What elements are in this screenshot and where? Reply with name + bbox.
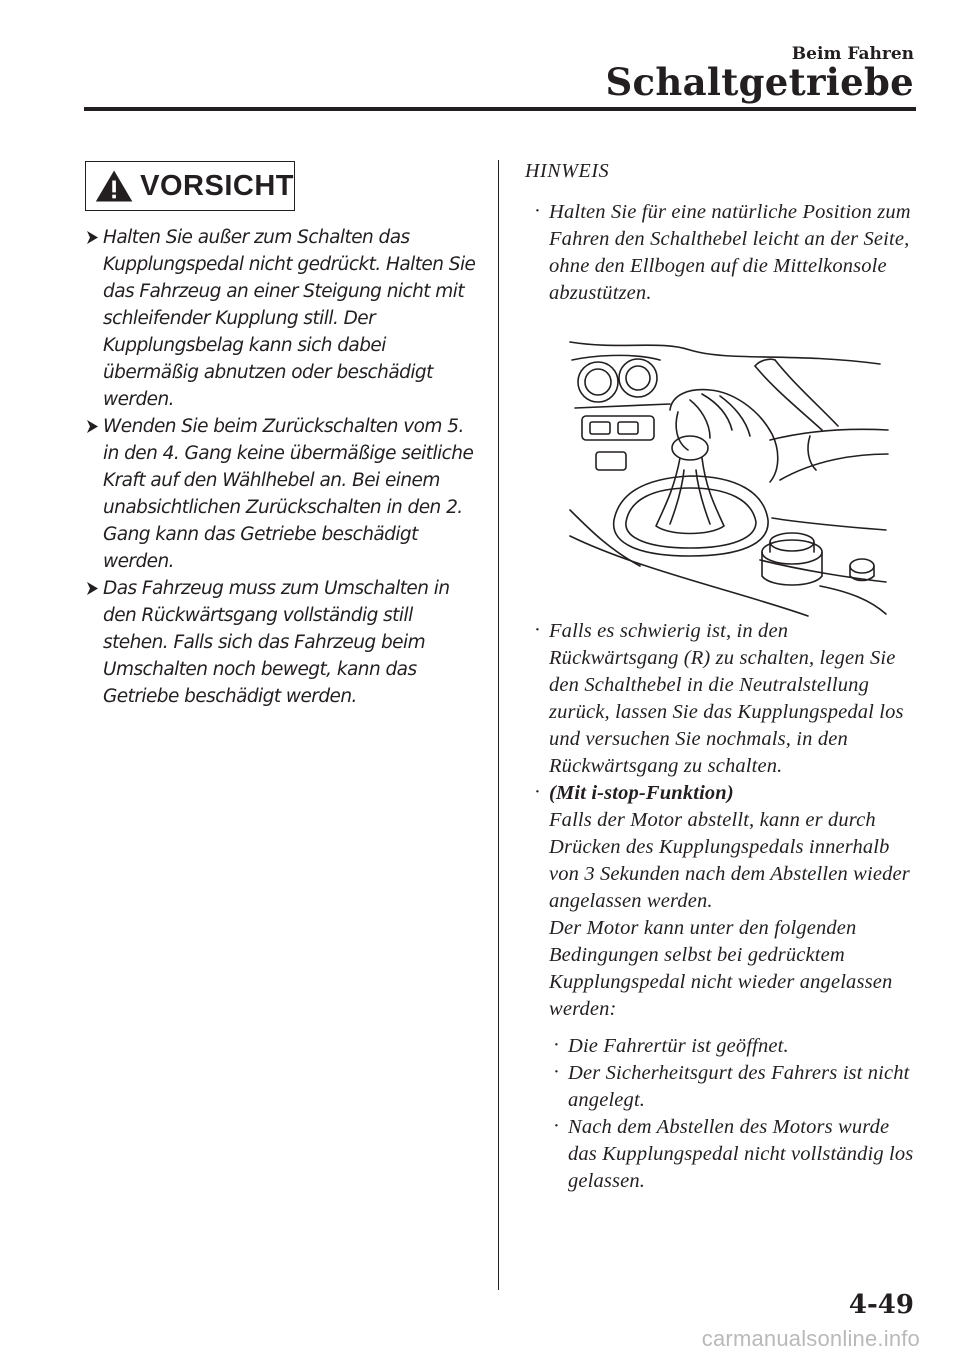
warning-triangle-icon — [94, 166, 134, 206]
caution-list — [86, 224, 476, 710]
page-number: 4-49 — [848, 1290, 914, 1320]
condition-item — [549, 1060, 922, 1114]
note-item-istop — [530, 780, 922, 1195]
caution-item — [86, 413, 476, 575]
istop-text-2: Der Motor kann unter den folgenden Bedingungen selbst bei gedrücktem Kupplungspedal nicht wieder angelassen werden: — [549, 917, 893, 1020]
istop-text: Falls der Motor abstellt, kann er durch Drücken des Kupplungspedals innerhalb von 3 Sekunden nach dem Abstellen wieder angelassen werden. — [549, 809, 910, 912]
note-item-text: Halten Sie für eine natürliche Position zum Fahren den Schalthebel leicht an der Seite, ohne den Ellbogen auf die Mittelkonsole abzustützen. — [549, 201, 911, 304]
caution-banner — [85, 161, 295, 211]
arrow-bullet-icon — [86, 231, 99, 244]
page-title: Schaltgetriebe — [605, 60, 914, 104]
note-list — [530, 618, 922, 1195]
arrow-bullet-icon — [86, 582, 99, 595]
note-item — [530, 618, 922, 780]
caution-item — [86, 224, 476, 413]
watermark: carmanualsonline.info — [701, 1326, 920, 1351]
condition-item — [549, 1033, 922, 1060]
condition-text: Der Sicherheitsgurt des Fahrers ist nicht angelegt. — [568, 1062, 910, 1111]
arrow-bullet-icon — [86, 420, 99, 433]
condition-item — [549, 1114, 922, 1195]
caution-item-text: Wenden Sie beim Zurückschalten vom 5. in den 4. Gang keine übermäßige seitliche Kraft auf den Wählhebel an. Bei einem unabsichtlichen Zurückschalten in den 2. Gang kann das Getriebe beschädigt werden. — [103, 416, 474, 572]
note-item-text: Falls es schwierig ist, in den Rückwärtsgang (R) zu schalten, legen Sie den Schalthebel in die Neutralstellung zurück, lassen Sie das Kupplungspedal los und versuchen Sie nochmals, in den Rückwärtsgang zu schalten. — [549, 620, 904, 777]
bullet-dot-icon: · — [534, 619, 541, 641]
caution-title: VORSICHT — [140, 169, 294, 202]
condition-text: Nach dem Abstellen des Motors wurde das Kupplungspedal nicht vollständig los gelassen. — [568, 1116, 914, 1192]
header-divider — [84, 107, 916, 111]
bullet-dot-icon: · — [553, 1115, 560, 1137]
bullet-dot-icon: · — [534, 781, 541, 803]
istop-heading: (Mit i-stop-Funktion) — [549, 782, 734, 804]
condition-list — [549, 1033, 922, 1195]
caution-item-text: Halten Sie außer zum Schalten das Kupplungspedal nicht gedrückt. Halten Sie das Fahrzeug an einer Steigung nicht mit schleifender Kupplung still. Der Kupplungsbelag kann sich dabei übermäßig abnutzen oder beschädigt werden. — [103, 227, 476, 410]
note-item — [530, 199, 922, 307]
bullet-dot-icon: · — [553, 1061, 560, 1083]
note-title: HINWEIS — [525, 160, 610, 182]
condition-text: Die Fahrertür ist geöffnet. — [568, 1035, 789, 1057]
section-label: Beim Fahren — [791, 44, 914, 64]
bullet-dot-icon: · — [534, 200, 541, 222]
note-list — [530, 199, 922, 307]
column-divider — [498, 160, 499, 1290]
bullet-dot-icon: · — [553, 1034, 560, 1056]
caution-item — [86, 575, 476, 710]
caution-item-text: Das Fahrzeug muss zum Umschalten in den Rückwärtsgang vollständig still stehen. Falls sich das Fahrzeug beim Umschalten noch bewegt, kann das Getriebe beschädigt werden. — [103, 578, 450, 707]
gear-shift-illustration — [560, 330, 890, 620]
